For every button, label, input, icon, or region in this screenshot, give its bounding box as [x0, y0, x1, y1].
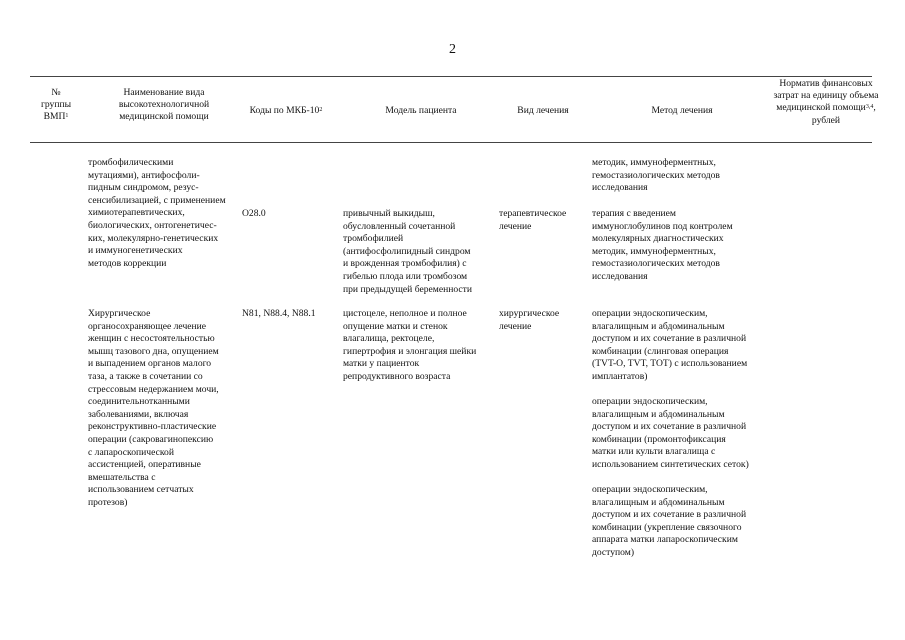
- text-line: комбинации (слинговая операция: [592, 345, 729, 357]
- text-line: терапия с введением: [592, 208, 676, 219]
- text-line: привычный выкидыш,: [343, 208, 435, 219]
- text-line: обусловленный сочетанной: [343, 220, 456, 232]
- row0-method-continuation: [592, 157, 782, 195]
- row1-icd-code: O28.0: [242, 208, 266, 219]
- text-line: тромбофилическими: [88, 157, 174, 168]
- text-line: влагалищным и абдоминальным: [592, 408, 725, 420]
- text-line: гемостазиологических методов: [592, 169, 720, 181]
- text-line: и выпадением органов малого: [88, 358, 212, 370]
- text-line: имплантатов): [592, 370, 648, 382]
- header-group-number-line3: ВМП: [43, 111, 66, 123]
- text-line: мышц тазового дна, опущением: [88, 345, 219, 357]
- header-cost-norm-unit: , рублей: [811, 102, 876, 126]
- text-line: комбинации (промонтофиксация: [592, 433, 726, 445]
- text-line: доступом и их сочетание в различной: [592, 421, 747, 433]
- text-line: операции эндоскопическим,: [592, 396, 708, 407]
- text-line: хирургическое: [499, 308, 560, 319]
- row2-treatment-type: [499, 308, 589, 333]
- text-line: операции эндоскопическим,: [592, 484, 708, 495]
- text-line: при предыдущей беременности: [343, 283, 472, 295]
- text-line: лечение: [499, 220, 532, 232]
- row1-treatment-method: [592, 208, 782, 284]
- text-line: матки или культи влагалища с: [592, 446, 716, 458]
- header-treatment-method: Метод лечения: [651, 105, 713, 116]
- text-line: пидным синдромом, резус-: [88, 182, 199, 194]
- text-line: комбинации (укрепление связочного: [592, 521, 742, 533]
- header-group-footnote: 1: [65, 113, 69, 120]
- header-icd-codes-text: Коды по МКБ-10: [249, 105, 320, 116]
- text-line: мутациями), антифосфоли-: [88, 169, 200, 181]
- table-top-rule: [30, 76, 872, 77]
- text-line: аппарата матки лапароскопическим: [592, 534, 738, 546]
- row2-method-2: [592, 396, 784, 472]
- text-line: с лапароскопической: [88, 446, 174, 458]
- text-line: доступом и их сочетание в различной: [592, 333, 747, 345]
- text-line: органосохраняющее лечение: [88, 320, 207, 332]
- text-line: таза, а также в сочетании со: [88, 370, 203, 382]
- text-line: репродуктивного возраста: [343, 370, 451, 382]
- text-line: и врожденная тромбофилия) с: [343, 258, 467, 270]
- header-cost-norm: [772, 78, 880, 127]
- text-line: тромбофилией: [343, 233, 404, 245]
- text-line: ких, молекулярно-генетических: [88, 232, 219, 244]
- text-line: гипертрофия и элонгация шейки: [343, 345, 477, 357]
- text-line: (антифосфолипидный синдром: [343, 245, 471, 257]
- text-line: методов коррекции: [88, 257, 167, 269]
- page-number: 2: [449, 42, 456, 57]
- text-line: и иммуногенетических: [88, 245, 183, 257]
- text-line: сенсибилизацией, с применением: [88, 194, 226, 206]
- row1-patient-model: [343, 208, 499, 296]
- row0-care-type: [88, 157, 248, 270]
- text-line: биологических, онтогенетичес-: [88, 219, 217, 231]
- text-line: реконструктивно-пластические: [88, 421, 217, 433]
- text-line: доступом): [592, 546, 635, 558]
- row2-care-type: [88, 308, 248, 510]
- text-line: иммуноглобулинов под контролем: [592, 220, 733, 232]
- text-line: (TVT-O, TVT, TOT) с использованием: [592, 358, 748, 370]
- text-line: использованием синтетических сеток): [592, 458, 749, 470]
- header-icd-codes: [236, 105, 336, 117]
- header-cost-norm-footnote: 3,4: [865, 104, 874, 111]
- text-line: доступом и их сочетание в различной: [592, 509, 747, 521]
- text-line: гибелью плода или тромбозом: [343, 270, 468, 282]
- row2-method-3: [592, 484, 784, 560]
- text-line: исследования: [592, 270, 648, 282]
- header-icd-footnote: 2: [319, 107, 323, 113]
- row1-treatment-type: [499, 208, 589, 233]
- text-line: методик, иммуноферментных,: [592, 157, 716, 168]
- header-treatment-type: Вид лечения: [517, 105, 569, 116]
- text-line: вмешательства с: [88, 471, 156, 483]
- header-group-number: [30, 87, 82, 124]
- text-line: исследования: [592, 182, 648, 194]
- text-line: лечение: [499, 320, 532, 332]
- header-cost-norm-text: Норматив финансовых затрат на единицу объема медицинской помощи: [773, 78, 879, 114]
- text-line: влагалищным и абдоминальным: [592, 496, 725, 508]
- row2-icd-code: N81, N88.4, N88.1: [242, 308, 316, 319]
- text-line: матки у пациенток: [343, 358, 420, 370]
- text-line: ассистенцией, оперативные: [88, 459, 201, 471]
- text-line: влагалищным и абдоминальным: [592, 320, 725, 332]
- text-line: терапевтическое: [499, 208, 567, 219]
- text-line: химиотерапевтических,: [88, 207, 185, 219]
- text-line: соединительнотканными: [88, 396, 190, 408]
- text-line: протезов): [88, 496, 128, 508]
- text-line: женщин с несостоятельностью: [88, 333, 215, 345]
- header-group-number-line2: группы: [40, 99, 72, 111]
- text-line: использованием сетчатых: [88, 484, 194, 496]
- text-line: молекулярных диагностических: [592, 233, 724, 245]
- table-header-bottom-rule: [30, 142, 872, 143]
- header-group-number-line1: №: [51, 87, 61, 98]
- row2-method-1: [592, 308, 784, 384]
- header-care-type: Наименование вида высокотехнологичной медицинской помощи: [118, 87, 210, 123]
- text-line: методик, иммуноферментных,: [592, 245, 716, 257]
- text-line: операции (сакровагинопексию: [88, 433, 214, 445]
- text-line: операции эндоскопическим,: [592, 308, 708, 319]
- text-line: опущение матки и стенок: [343, 320, 448, 332]
- text-line: влагалища, ректоцеле,: [343, 333, 435, 345]
- text-line: стрессовым недержанием мочи,: [88, 383, 219, 395]
- row2-patient-model: [343, 308, 499, 384]
- text-line: цистоцеле, неполное и полное: [343, 308, 467, 319]
- text-line: гемостазиологических методов: [592, 258, 720, 270]
- header-patient-model: Модель пациента: [385, 105, 457, 116]
- text-line: заболеваниями, включая: [88, 408, 189, 420]
- text-line: Хирургическое: [88, 308, 151, 319]
